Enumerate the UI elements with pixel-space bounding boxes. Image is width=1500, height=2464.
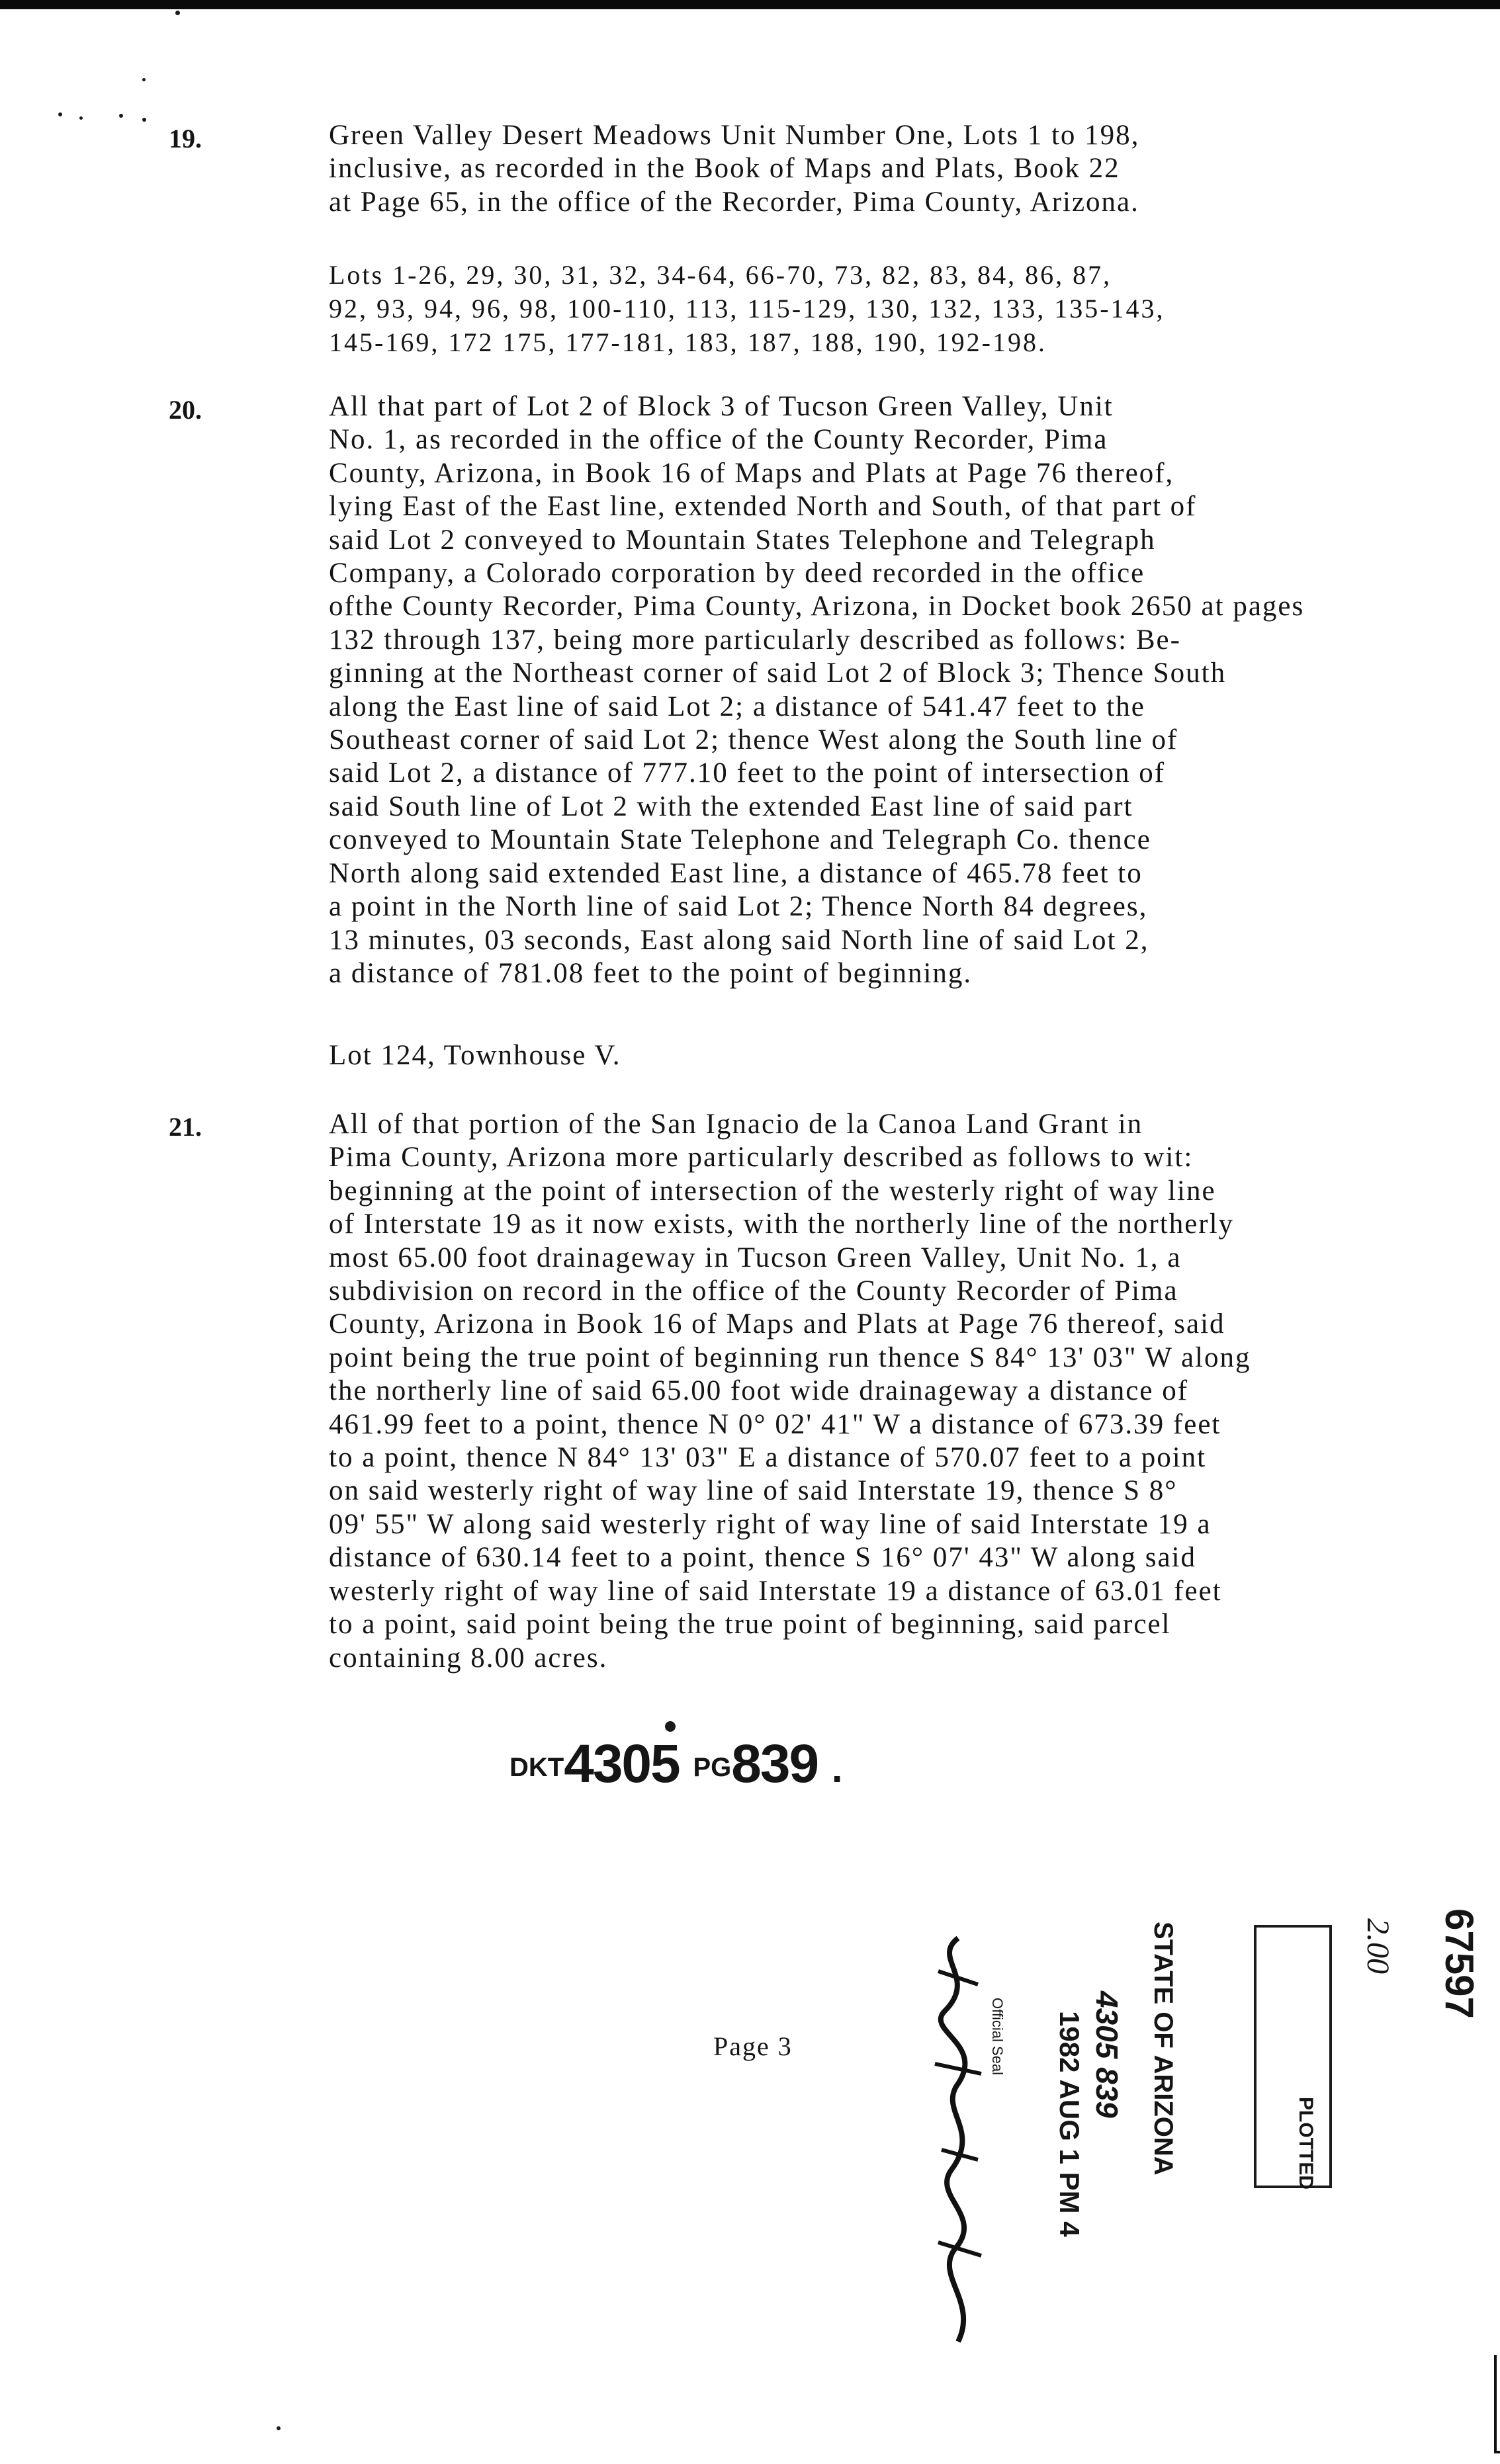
plotted-label: PLOTTED bbox=[1295, 2097, 1317, 2189]
item-number: 20. bbox=[169, 395, 202, 425]
scan-speck bbox=[79, 116, 83, 120]
fee-note: 2.00 bbox=[1360, 1918, 1395, 1974]
item-19-lots-line: 145-169, 172 175, 177-181, 183, 187, 188, 190, 192-198. bbox=[329, 327, 1047, 357]
stamp-date-line: 1982 AUG 1 PM 4 bbox=[1054, 2011, 1085, 2237]
stamp-small-line: Official Seal bbox=[989, 1998, 1006, 2075]
recorder-number: 67597 bbox=[1437, 1908, 1481, 2019]
docket-page-stamp bbox=[509, 1733, 842, 1795]
docket-number: 4305 bbox=[564, 1734, 680, 1794]
stamp-recorded-line: STATE OF ARIZONA bbox=[1149, 1922, 1178, 2176]
docket-prefix: DKT bbox=[509, 1752, 564, 1782]
item-20-description: All that part of Lot 2 of Block 3 of Tucson Green Valley, Unit No. 1, as recorded in the office of the County Recorder, Pima County, Arizona, in Book 16 of Maps and Plats at Page 76 thereof, lying East of the East line, extended North and South, of that part of said Lot 2 conveyed to Mountain States Telephone and Telegraph Company, a Colorado corporation by deed recorded in the office ofthe County Recorder, Pima County, Arizona, in Docket book 2650 at pages 132 through 137, being more particularly described as follows: Be- ginning at the Northeast corner of said Lot 2 of Block 3; Thence South along the East line of said Lot 2; a distance of 541.47 feet to the Southeast corner of said Lot 2; thence West along the South line of said Lot 2, a distance of 777.10 feet to the point of intersection of said South line of Lot 2 with the extended East line of said part conveyed to Mountain State Telephone and Telegraph Co. thence North along said extended East line, a distance of 465.78 feet to a point in the North line of said Lot 2; Thence North 84 degrees, 13 minutes, 03 seconds, East along said North line of said Lot 2, a distance of 781.08 feet to the point of beginning. bbox=[329, 391, 1305, 989]
item-20-lot-reference: Lot 124, Townhouse V. bbox=[329, 1040, 621, 1071]
scan-speck bbox=[58, 112, 62, 116]
scan-speck bbox=[277, 2426, 281, 2430]
item-number: 21. bbox=[169, 1112, 202, 1142]
scan-speck bbox=[142, 78, 146, 81]
item-19-description: Green Valley Desert Meadows Unit Number One, Lots 1 to 198, inclusive, as recorded in the Book of Maps and Plats, Book 22 at Page 65, in the office of the Recorder, Pima County, Arizona. bbox=[329, 120, 1140, 218]
stamp-docket-line: 4305 839 bbox=[1090, 1991, 1124, 2118]
item-21-description: All of that portion of the San Ignacio de la Canoa Land Grant in Pima County, Arizona more particularly described as follows to wit: beginning at the point of intersection of the westerly right of way line of Interstate 19 as it now exists, with the northerly line of the northerly most 65.00 foot drainageway in Tucson Green Valley, Unit No. 1, a subdivision on record in the office of the County Recorder of Pima County, Arizona in Book 16 of Maps and Plats at Page 76 thereof, said point being the true point of beginning run thence S 84° 13' 03" W along the northerly line of said 65.00 foot wide drainageway a distance of 461.99 feet to a point, thence N 0° 02' 41" W a distance of 673.39 feet to a point, thence N 84° 13' 03" E a distance of 570.07 feet to a point on said westerly right of way line of said Interstate 19, thence S 8° 09' 55" W along said westerly right of way line of said Interstate 19 a distance of 630.14 feet to a point, thence S 16° 07' 43" W along said westerly right of way line of said Interstate 19 a distance of 63.01 feet to a point, said point being the true point of beginning, said parcel containing 8.00 acres. bbox=[329, 1109, 1251, 1674]
scan-top-border bbox=[0, 0, 1500, 9]
docket-page-number: 839 bbox=[731, 1734, 818, 1794]
page-number: Page 3 bbox=[713, 2031, 793, 2061]
scan-speck bbox=[142, 118, 146, 122]
item-19-lots-line: 92, 93, 94, 96, 98, 100-110, 113, 115-129, 130, 132, 133, 135-143, bbox=[329, 294, 1165, 323]
page-prefix: PG bbox=[693, 1752, 732, 1782]
scan-speck bbox=[175, 11, 180, 15]
recorder-signature bbox=[918, 1932, 998, 2355]
item-19-lots-line: Lots 1-26, 29, 30, 31, 32, 34-64, 66-70, 73, 82, 83, 84, 86, 87, bbox=[329, 260, 1112, 290]
stamp-box bbox=[1254, 1925, 1332, 2188]
item-number: 19. bbox=[169, 124, 202, 153]
trailing-dot: . bbox=[831, 1746, 842, 1791]
corner-mark bbox=[1494, 2355, 1500, 2453]
scan-speck bbox=[119, 114, 123, 118]
scan-speck bbox=[665, 1721, 676, 1732]
